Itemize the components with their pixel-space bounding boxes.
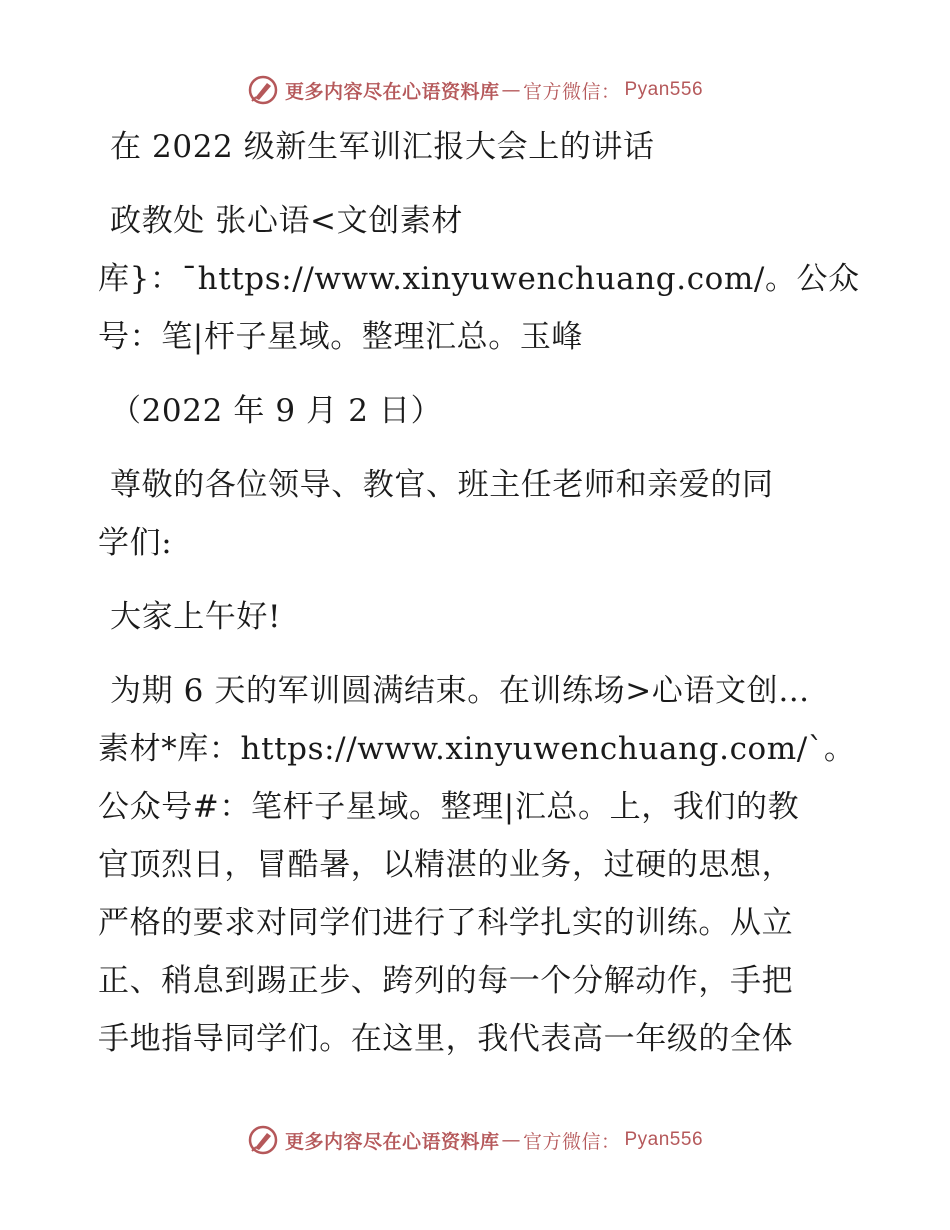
banner-separator: —: [501, 1129, 521, 1151]
banner-wechat-id: Pyan556: [624, 1129, 704, 1150]
greeting-line-2: 学们:: [98, 525, 173, 561]
pen-logo-icon: [247, 1124, 279, 1156]
document-content: [98, 118, 858, 1068]
body-line: 官顶烈日，冒酷暑，以精湛的业务，过硬的思想，: [98, 847, 794, 883]
banner-label: 官方微信：: [522, 1130, 621, 1153]
banner-main-text: 更多内容尽在心语资料库: [284, 1130, 500, 1153]
hello-line: 大家上午好!: [110, 599, 282, 635]
document-title: 在 2022 级新生军训汇报大会上的讲话: [110, 129, 655, 165]
body-line: 手地指导同学们。在这里，我代表高一年级的全体: [98, 1021, 794, 1057]
body-line: 正、稍息到踢正步、跨列的每一个分解动作，手把: [98, 963, 794, 999]
footer-banner: [0, 1120, 950, 1160]
banner-wechat-id: Pyan556: [624, 79, 704, 100]
greeting-line-1: 尊敬的各位领导、教官、班主任老师和亲爱的同: [110, 467, 774, 503]
header-banner: [0, 70, 950, 110]
author-line-1: 政教处 张心语<文创素材: [110, 203, 464, 239]
pen-logo-icon: [247, 74, 279, 106]
body-line: 严格的要求对同学们进行了科学扎实的训练。从立: [98, 905, 794, 941]
author-line-2: 库}：¯https://www.xinyuwenchuang.com/。公众: [98, 261, 860, 297]
body-line: 为期 6 天的军训圆满结束。在训练场>心语文创…: [110, 673, 810, 709]
banner-main-text: 更多内容尽在心语资料库: [284, 80, 500, 103]
banner-separator: —: [501, 79, 521, 101]
document-date: （2022 年 9 月 2 日）: [110, 393, 443, 429]
body-line: 素材*库：https://www.xinyuwenchuang.com/`。: [98, 731, 856, 767]
body-line: 公众号#：笔杆子星域。整理|汇总。上，我们的教: [98, 789, 800, 825]
author-line-3: 号：笔|杆子星域。整理汇总。玉峰: [98, 319, 584, 355]
banner-label: 官方微信：: [522, 80, 621, 103]
